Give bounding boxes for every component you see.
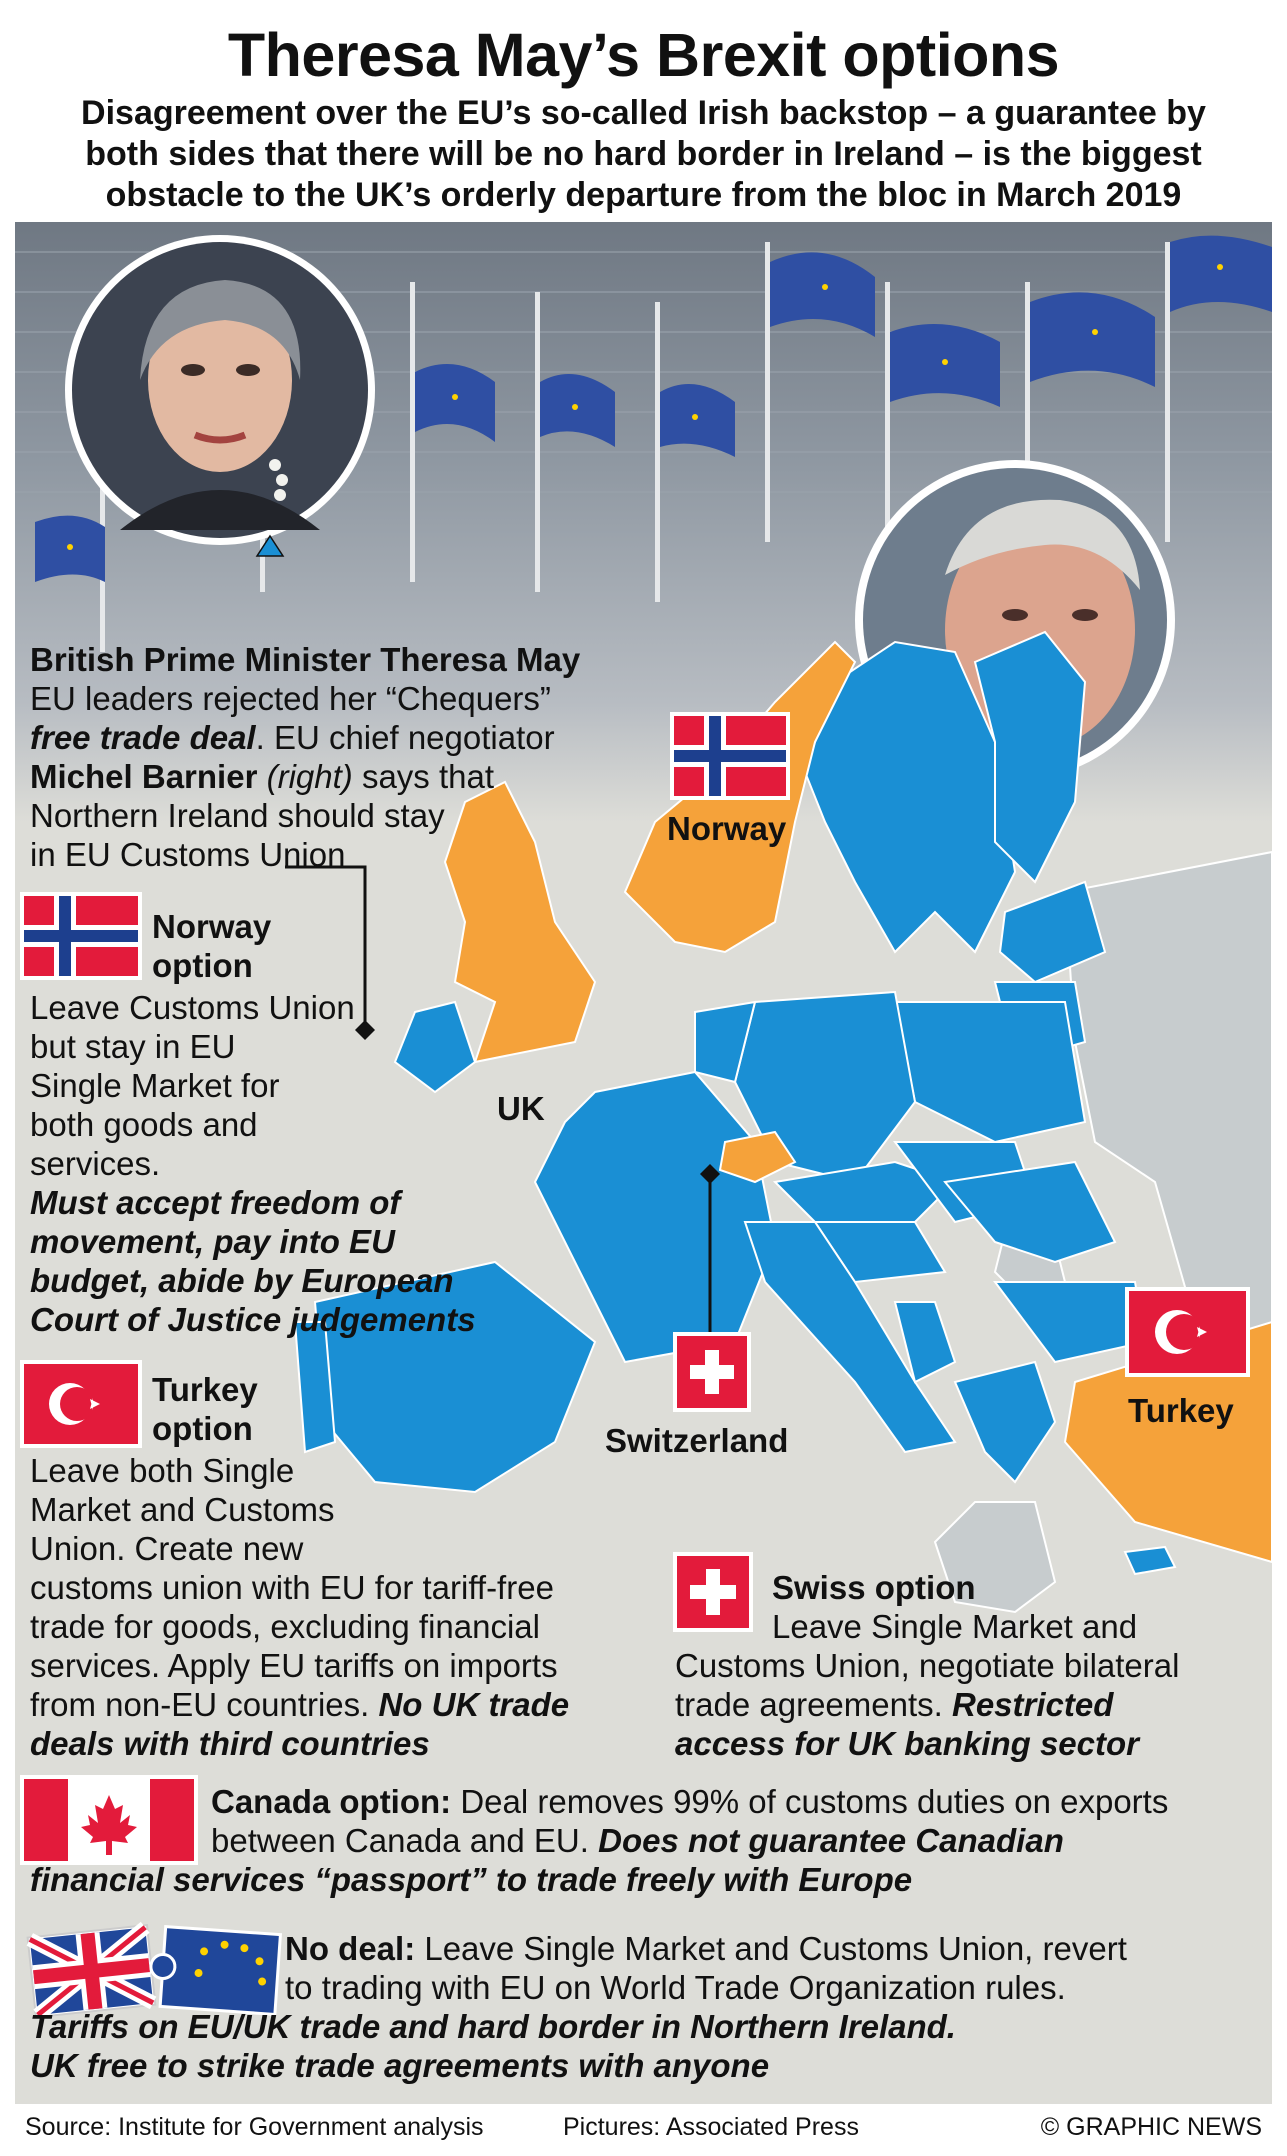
turkey-line: customs union with EU for tariff-free <box>30 1569 554 1606</box>
turkey-option-body <box>30 1451 630 1763</box>
intro-note: (right) <box>266 758 353 795</box>
norway-option-title-2: option <box>152 947 253 984</box>
norway-emph-line: Must accept freedom of <box>30 1184 401 1221</box>
turkey-line-last <box>30 1685 630 1724</box>
canada-text-1: Deal removes 99% of customs duties on exports <box>451 1783 1169 1820</box>
turkey-line: trade for goods, excluding financial <box>30 1608 540 1645</box>
swiss-line-3 <box>675 1685 1265 1724</box>
intro-barnier-name: Michel Barnier <box>30 758 258 795</box>
norway-line: but stay in EU <box>30 1028 236 1065</box>
intro-heading: British Prime Minister Theresa May <box>30 641 581 678</box>
turkey-option-flag-icon <box>20 1360 142 1448</box>
canada-text-2: between Canada and EU. <box>211 1822 599 1859</box>
no-deal-emph <box>30 2007 1260 2085</box>
canada-emph-2: financial services “passport” to trade freely with Europe <box>30 1861 913 1898</box>
intro-emph-free-trade: free trade deal <box>30 719 256 756</box>
turkey-option-title-1: Turkey <box>152 1371 258 1408</box>
canada-line-2 <box>211 1821 1261 1860</box>
norway-option-title-1: Norway <box>152 908 272 945</box>
canada-line-1 <box>211 1782 1261 1821</box>
intro-block <box>30 640 680 874</box>
canada-flag-icon <box>20 1775 198 1865</box>
turkey-option-title-2: option <box>152 1410 253 1447</box>
infographic-panel <box>15 222 1272 2104</box>
norway-emph-line: budget, abide by European <box>30 1262 454 1299</box>
turkey-line: Leave both Single <box>30 1452 295 1489</box>
norway-line: Single Market for <box>30 1067 280 1104</box>
swiss-option-flag-icon <box>673 1552 753 1632</box>
intro-text-2: . EU chief negotiator <box>255 719 555 756</box>
footer-copyright: © GRAPHIC NEWS <box>1040 2113 1262 2141</box>
norway-emph-line: Court of Justice judgements <box>30 1301 476 1338</box>
swiss-option-title: Swiss option <box>772 1569 976 1606</box>
footer-pictures: Pictures: Associated Press <box>563 2113 859 2141</box>
no-deal-line-2: to trading with EU on World Trade Organization rules. <box>285 1969 1066 2006</box>
swiss-emph-1: Restricted <box>952 1686 1114 1723</box>
turkey-line: services. Apply EU tariffs on imports <box>30 1647 558 1684</box>
intro-line-4: Northern Ireland should stay <box>30 797 445 834</box>
switzerland-flag-icon <box>673 1332 751 1412</box>
turkey-emph-1: No UK trade <box>378 1686 570 1723</box>
map-label-turkey: Turkey <box>1128 1392 1234 1429</box>
page-subtitle: Disagreement over the EU’s so-called Irish backstop – a guarantee by both sides that there will be no hard border in Ireland – is the biggest obstacle to the UK’s orderly departure from the bloc in March 2019 <box>81 94 1206 214</box>
swiss-option-body <box>675 1646 1265 1763</box>
turkey-option-title <box>152 1370 258 1448</box>
norway-emph-line: movement, pay into EU <box>30 1223 395 1260</box>
norway-line: services. <box>30 1145 161 1182</box>
norway-option-body <box>30 988 510 1339</box>
footer-source: Source: Institute for Government analysis <box>25 2113 484 2141</box>
intro-line-2 <box>30 718 680 757</box>
turkey-last-text: from non-EU countries. <box>30 1686 379 1723</box>
map-label-switzerland: Switzerland <box>605 1422 789 1459</box>
swiss-line-2: Customs Union, negotiate bilateral <box>675 1647 1180 1684</box>
norway-option-title <box>152 907 271 985</box>
turkey-flag-icon <box>1125 1287 1250 1377</box>
norway-line: both goods and <box>30 1106 258 1143</box>
uk-eu-puzzle-icon <box>23 1912 285 2022</box>
map-label-norway: Norway <box>667 810 787 847</box>
swiss-text-3: trade agreements. <box>675 1686 952 1723</box>
map-label-uk: UK <box>497 1090 545 1127</box>
turkey-line: Market and Customs <box>30 1491 335 1528</box>
intro-line-5: in EU Customs Union <box>30 836 346 873</box>
norway-line: Leave Customs Union <box>30 989 355 1026</box>
canada-option-title: Canada option: <box>211 1783 452 1820</box>
intro-line-1: EU leaders rejected her “Chequers” <box>30 680 551 717</box>
norway-flag-icon <box>670 712 790 800</box>
canada-option-body <box>211 1782 1261 1860</box>
no-deal-emph-1: Tariffs on EU/UK trade and hard border in Northern Ireland. <box>30 2008 956 2045</box>
swiss-option-line-1: Leave Single Market and <box>772 1608 1138 1645</box>
intro-line-3 <box>30 757 680 796</box>
swiss-emph-2: access for UK banking sector <box>675 1725 1139 1762</box>
turkey-line: Union. Create new <box>30 1530 304 1567</box>
intro-text-3: says that <box>352 758 495 795</box>
no-deal-text-1: Leave Single Market and Customs Union, revert <box>415 1930 1127 1967</box>
no-deal-emph-2: UK free to strike trade agreements with anyone <box>30 2047 770 2084</box>
no-deal-title: No deal: <box>285 1930 416 1967</box>
norway-option-flag-icon <box>20 892 142 980</box>
turkey-emph-2: deals with third countries <box>30 1725 430 1762</box>
page-title: Theresa May’s Brexit options <box>227 21 1060 89</box>
no-deal-body <box>285 1929 1265 2007</box>
no-deal-line-1 <box>285 1929 1265 1968</box>
canada-emph-1: Does not guarantee Canadian <box>598 1822 1064 1859</box>
